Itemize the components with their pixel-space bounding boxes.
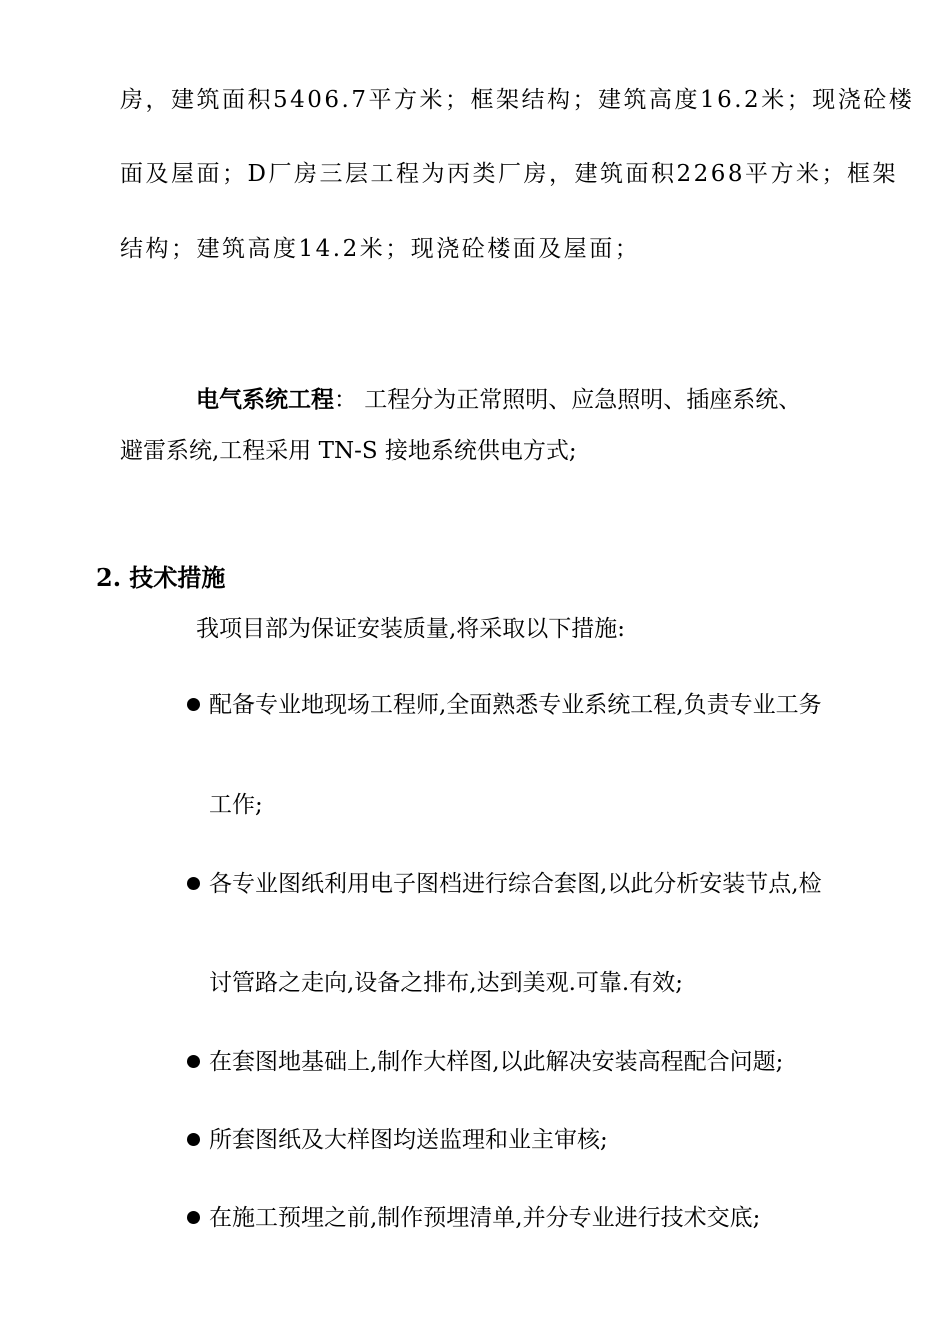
bullet-1-line-1: 配备专业地现场工程师,全面熟悉专业系统工程,负责专业工务	[209, 692, 822, 718]
overview-line-1: 房，建筑面积5406.7平方米；框架结构；建筑高度16.2米；现浇砼楼	[120, 87, 915, 113]
bullet-1-line-2: 工作;	[209, 792, 263, 818]
electrical-line-1-text: ： 工程分为正常照明、应急照明、插座系统、	[334, 387, 802, 413]
bullet-2-line-1: 各专业图纸利用电子图档进行综合套图,以此分析安装节点,检	[209, 871, 822, 897]
bullet-3-line-1: 在套图地基础上,制作大样图,以此解决安装高程配合问题;	[209, 1049, 784, 1075]
bullet-dot-icon	[187, 698, 200, 711]
bullet-2-line-2: 讨管路之走向,设备之排布,达到美观.可靠.有效;	[209, 970, 683, 996]
bullet-dot-icon	[187, 1211, 200, 1224]
electrical-line-2: 避雷系统,工程采用 TN-S 接地系统供电方式;	[120, 438, 577, 464]
section-heading: 2. 技术措施	[96, 563, 226, 592]
section-intro: 我项目部为保证安装质量,将采取以下措施:	[196, 616, 626, 642]
overview-line-2: 面及屋面；D厂房三层工程为丙类厂房，建筑面积2268平方米；框架	[120, 161, 898, 187]
bullet-dot-icon	[187, 877, 200, 890]
bullet-dot-icon	[187, 1055, 200, 1068]
electrical-paragraph-line-1	[196, 385, 801, 415]
bullet-5-line-1: 在施工预埋之前,制作预埋清单,并分专业进行技术交底;	[209, 1205, 761, 1231]
overview-line-3: 结构；建筑高度14.2米；现浇砼楼面及屋面；	[120, 236, 641, 262]
bullet-4-line-1: 所套图纸及大样图均送监理和业主审核;	[209, 1127, 608, 1153]
electrical-label: 电气系统工程	[196, 386, 334, 413]
bullet-dot-icon	[187, 1133, 200, 1146]
